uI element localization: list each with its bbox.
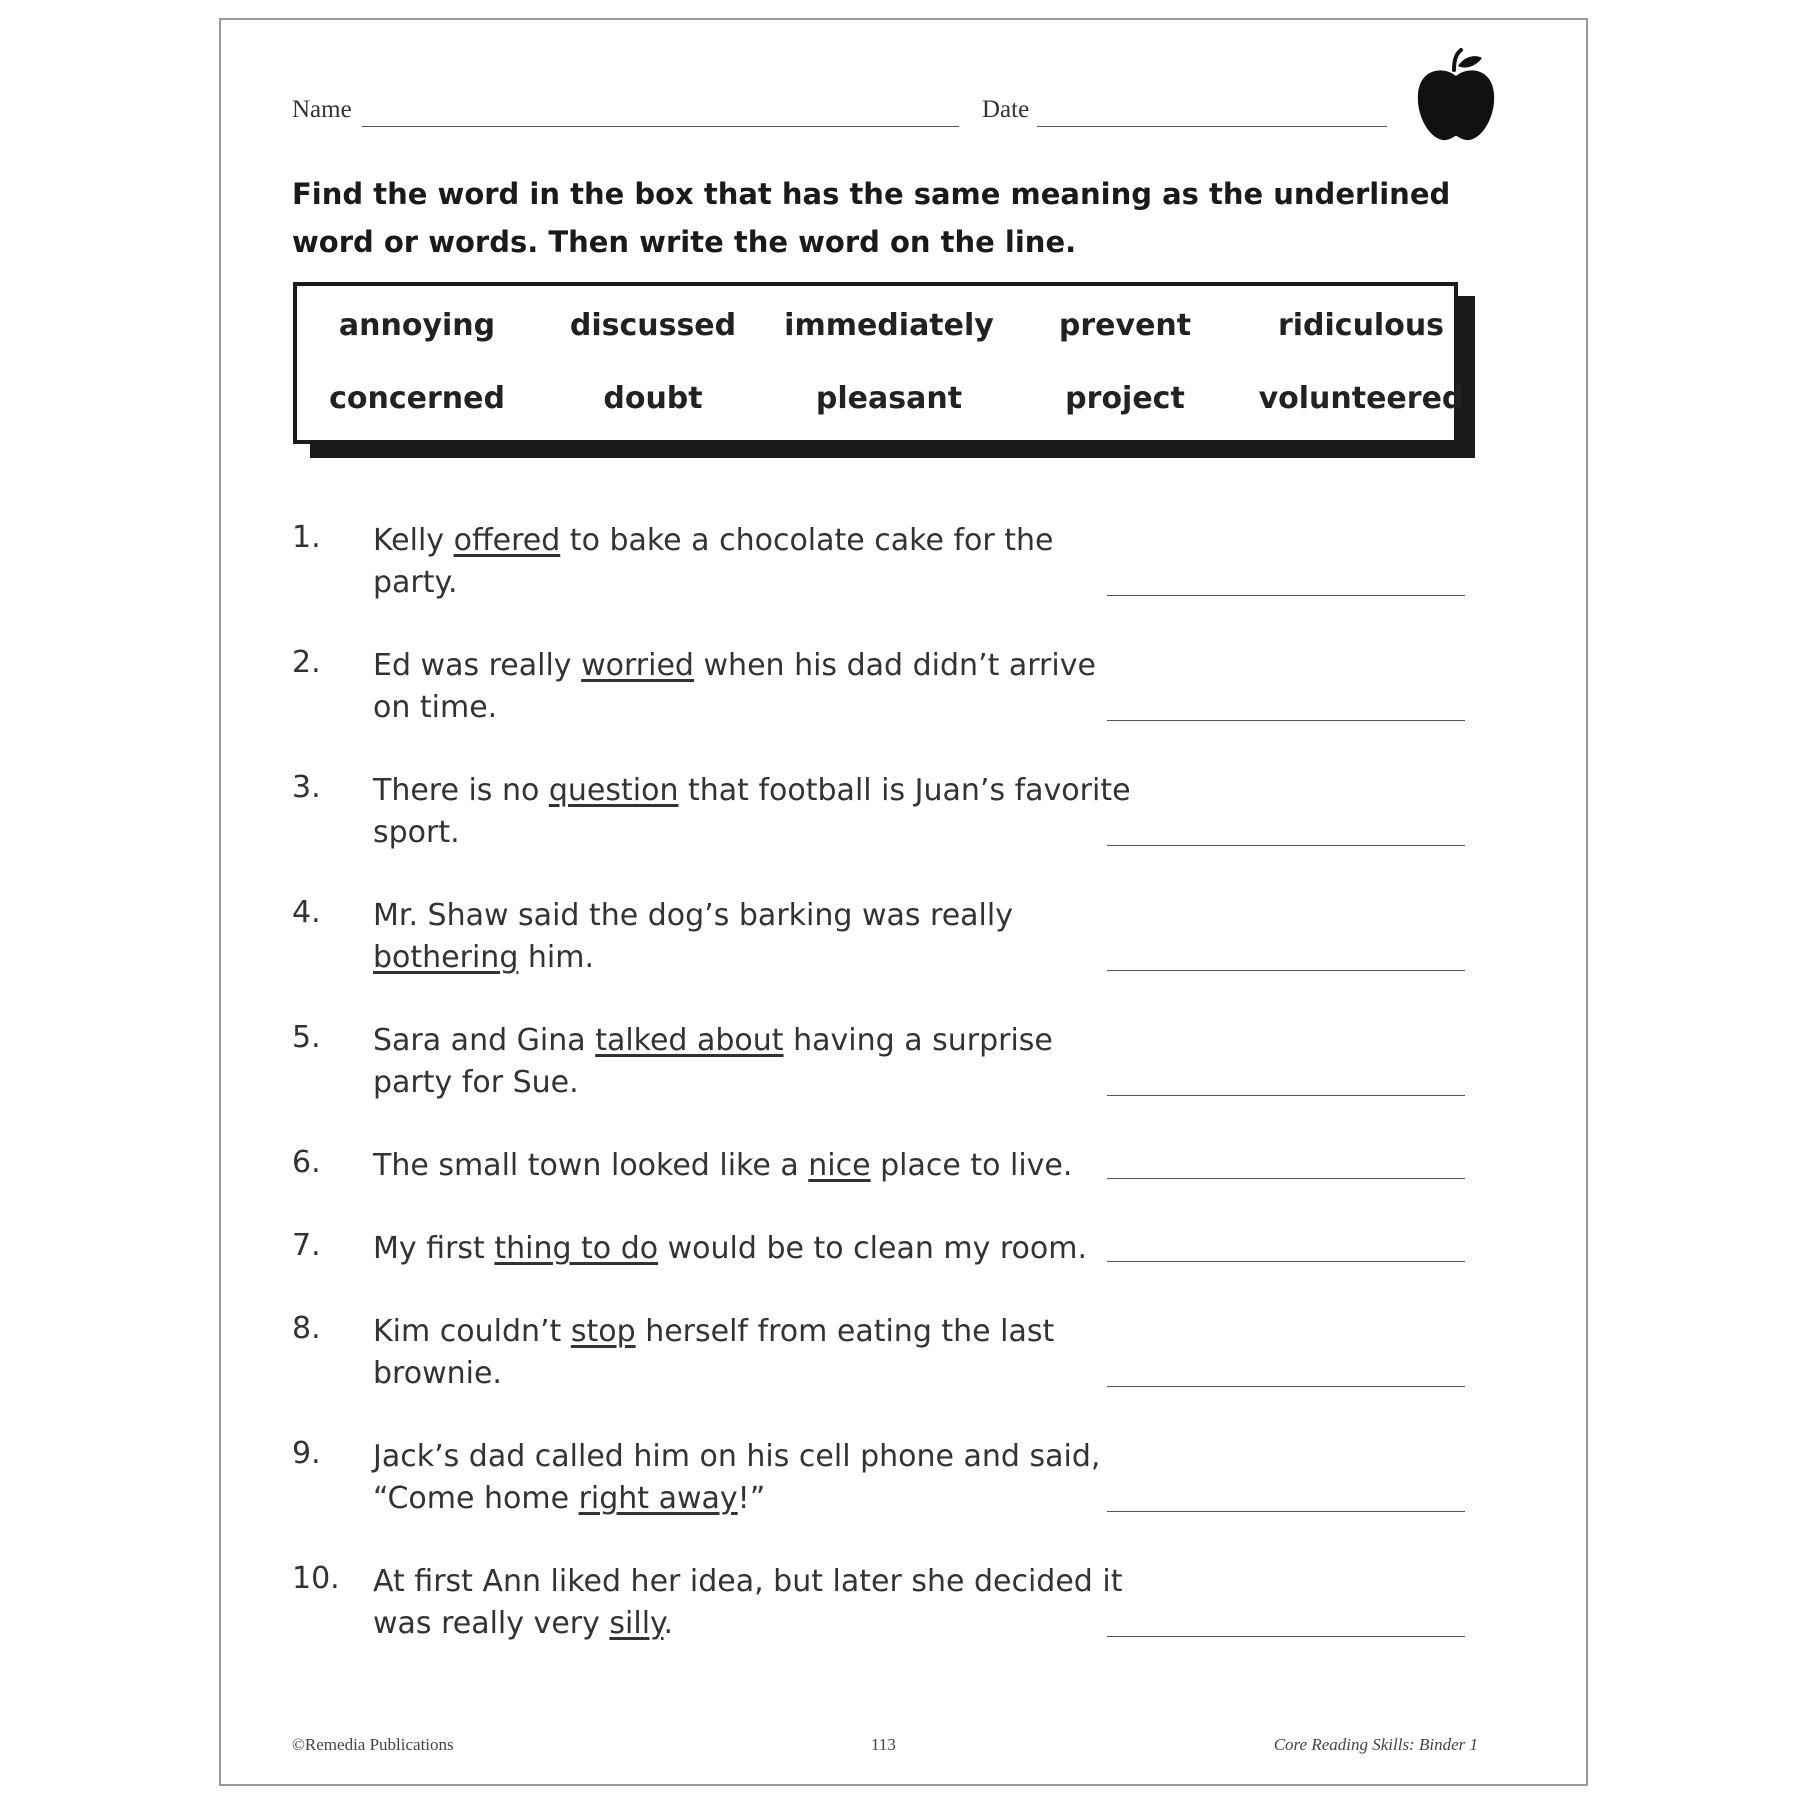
- underlined-word: talked about: [595, 1023, 784, 1058]
- name-field[interactable]: [362, 126, 959, 127]
- question-item: [221, 895, 1586, 985]
- question-number: 8.: [292, 1311, 321, 1346]
- answer-line[interactable]: [1107, 1386, 1465, 1387]
- question-item: [221, 1436, 1586, 1526]
- question-item: [221, 520, 1586, 610]
- question-number: 5.: [292, 1020, 321, 1055]
- date-field[interactable]: [1037, 126, 1387, 127]
- word-doubt: doubt: [603, 381, 703, 416]
- question-text: Jack’s dad called him on his cell phone and said, “Come home right away!”: [373, 1439, 1101, 1516]
- underlined-word: silly: [609, 1606, 664, 1641]
- question-text: There is no question that football is Juan’s favorite sport.: [373, 773, 1131, 850]
- question-item: [221, 1561, 1586, 1651]
- footer-book-title: Core Reading Skills: Binder 1: [1273, 1735, 1478, 1754]
- footer-copyright: ©Remedia Publications: [292, 1735, 454, 1754]
- apple-icon: [1414, 48, 1498, 144]
- question-number: 1.: [292, 520, 321, 555]
- worksheet-page: [219, 18, 1588, 1786]
- question-item: [221, 1020, 1586, 1110]
- answer-line[interactable]: [1107, 1095, 1465, 1096]
- date-label: Date: [982, 96, 1030, 123]
- underlined-word: right away: [578, 1481, 738, 1516]
- question-text: Sara and Gina talked about having a surprise party for Sue.: [373, 1023, 1053, 1100]
- word-discussed: discussed: [569, 308, 737, 343]
- question-text: The small town looked like a nice place to live.: [373, 1148, 1073, 1183]
- question-number: 9.: [292, 1436, 321, 1471]
- word-volunteered: volunteered: [1258, 381, 1464, 416]
- underlined-word: offered: [453, 523, 561, 558]
- question-text: My first thing to do would be to clean my room.: [373, 1231, 1088, 1266]
- answer-line[interactable]: [1107, 845, 1465, 846]
- answer-line[interactable]: [1107, 1636, 1465, 1637]
- question-text: At first Ann liked her idea, but later she decided it was really very silly.: [373, 1564, 1123, 1641]
- underlined-word: worried: [581, 648, 694, 683]
- question-item: [221, 645, 1586, 735]
- word-project: project: [1065, 381, 1185, 416]
- underlined-word: bothering: [373, 940, 519, 975]
- word-immediately: immediately: [784, 308, 994, 343]
- word-prevent: prevent: [1058, 308, 1192, 343]
- answer-line[interactable]: [1107, 1511, 1465, 1512]
- word-concerned: concerned: [329, 381, 505, 416]
- question-text: Mr. Shaw said the dog’s barking was really bothering him.: [373, 898, 1013, 975]
- question-number: 4.: [292, 895, 321, 930]
- name-label: Name: [292, 96, 352, 123]
- question-number: 10.: [292, 1561, 340, 1596]
- answer-line[interactable]: [1107, 1178, 1465, 1179]
- word-pleasant: pleasant: [815, 381, 963, 416]
- answer-line[interactable]: [1107, 970, 1465, 971]
- underlined-word: nice: [808, 1148, 871, 1183]
- question-item: [221, 770, 1586, 860]
- page-number: 113: [871, 1735, 896, 1754]
- underlined-word: stop: [570, 1314, 636, 1349]
- question-item: [221, 1145, 1586, 1235]
- underlined-word: thing to do: [494, 1231, 659, 1266]
- question-number: 7.: [292, 1228, 321, 1263]
- question-number: 2.: [292, 645, 321, 680]
- question-text: Ed was really worried when his dad didn’t arrive on time.: [373, 648, 1096, 725]
- underlined-word: question: [548, 773, 679, 808]
- question-item: [221, 1311, 1586, 1401]
- word-annoying: annoying: [338, 308, 496, 343]
- question-number: 6.: [292, 1145, 321, 1180]
- answer-line[interactable]: [1107, 1261, 1465, 1262]
- word-ridiculous: ridiculous: [1277, 308, 1445, 343]
- header-row: [292, 86, 1586, 136]
- word-box: [293, 282, 1464, 444]
- instructions: Find the word in the box that has the same meaning as the underlined word or words. Then write the word on the line.: [292, 177, 1451, 259]
- question-number: 3.: [292, 770, 321, 805]
- question-text: Kim couldn’t stop herself from eating the last brownie.: [373, 1314, 1055, 1391]
- answer-line[interactable]: [1107, 720, 1465, 721]
- answer-line[interactable]: [1107, 595, 1465, 596]
- question-text: Kelly offered to bake a chocolate cake for the party.: [373, 523, 1054, 600]
- question-item: [221, 1228, 1586, 1318]
